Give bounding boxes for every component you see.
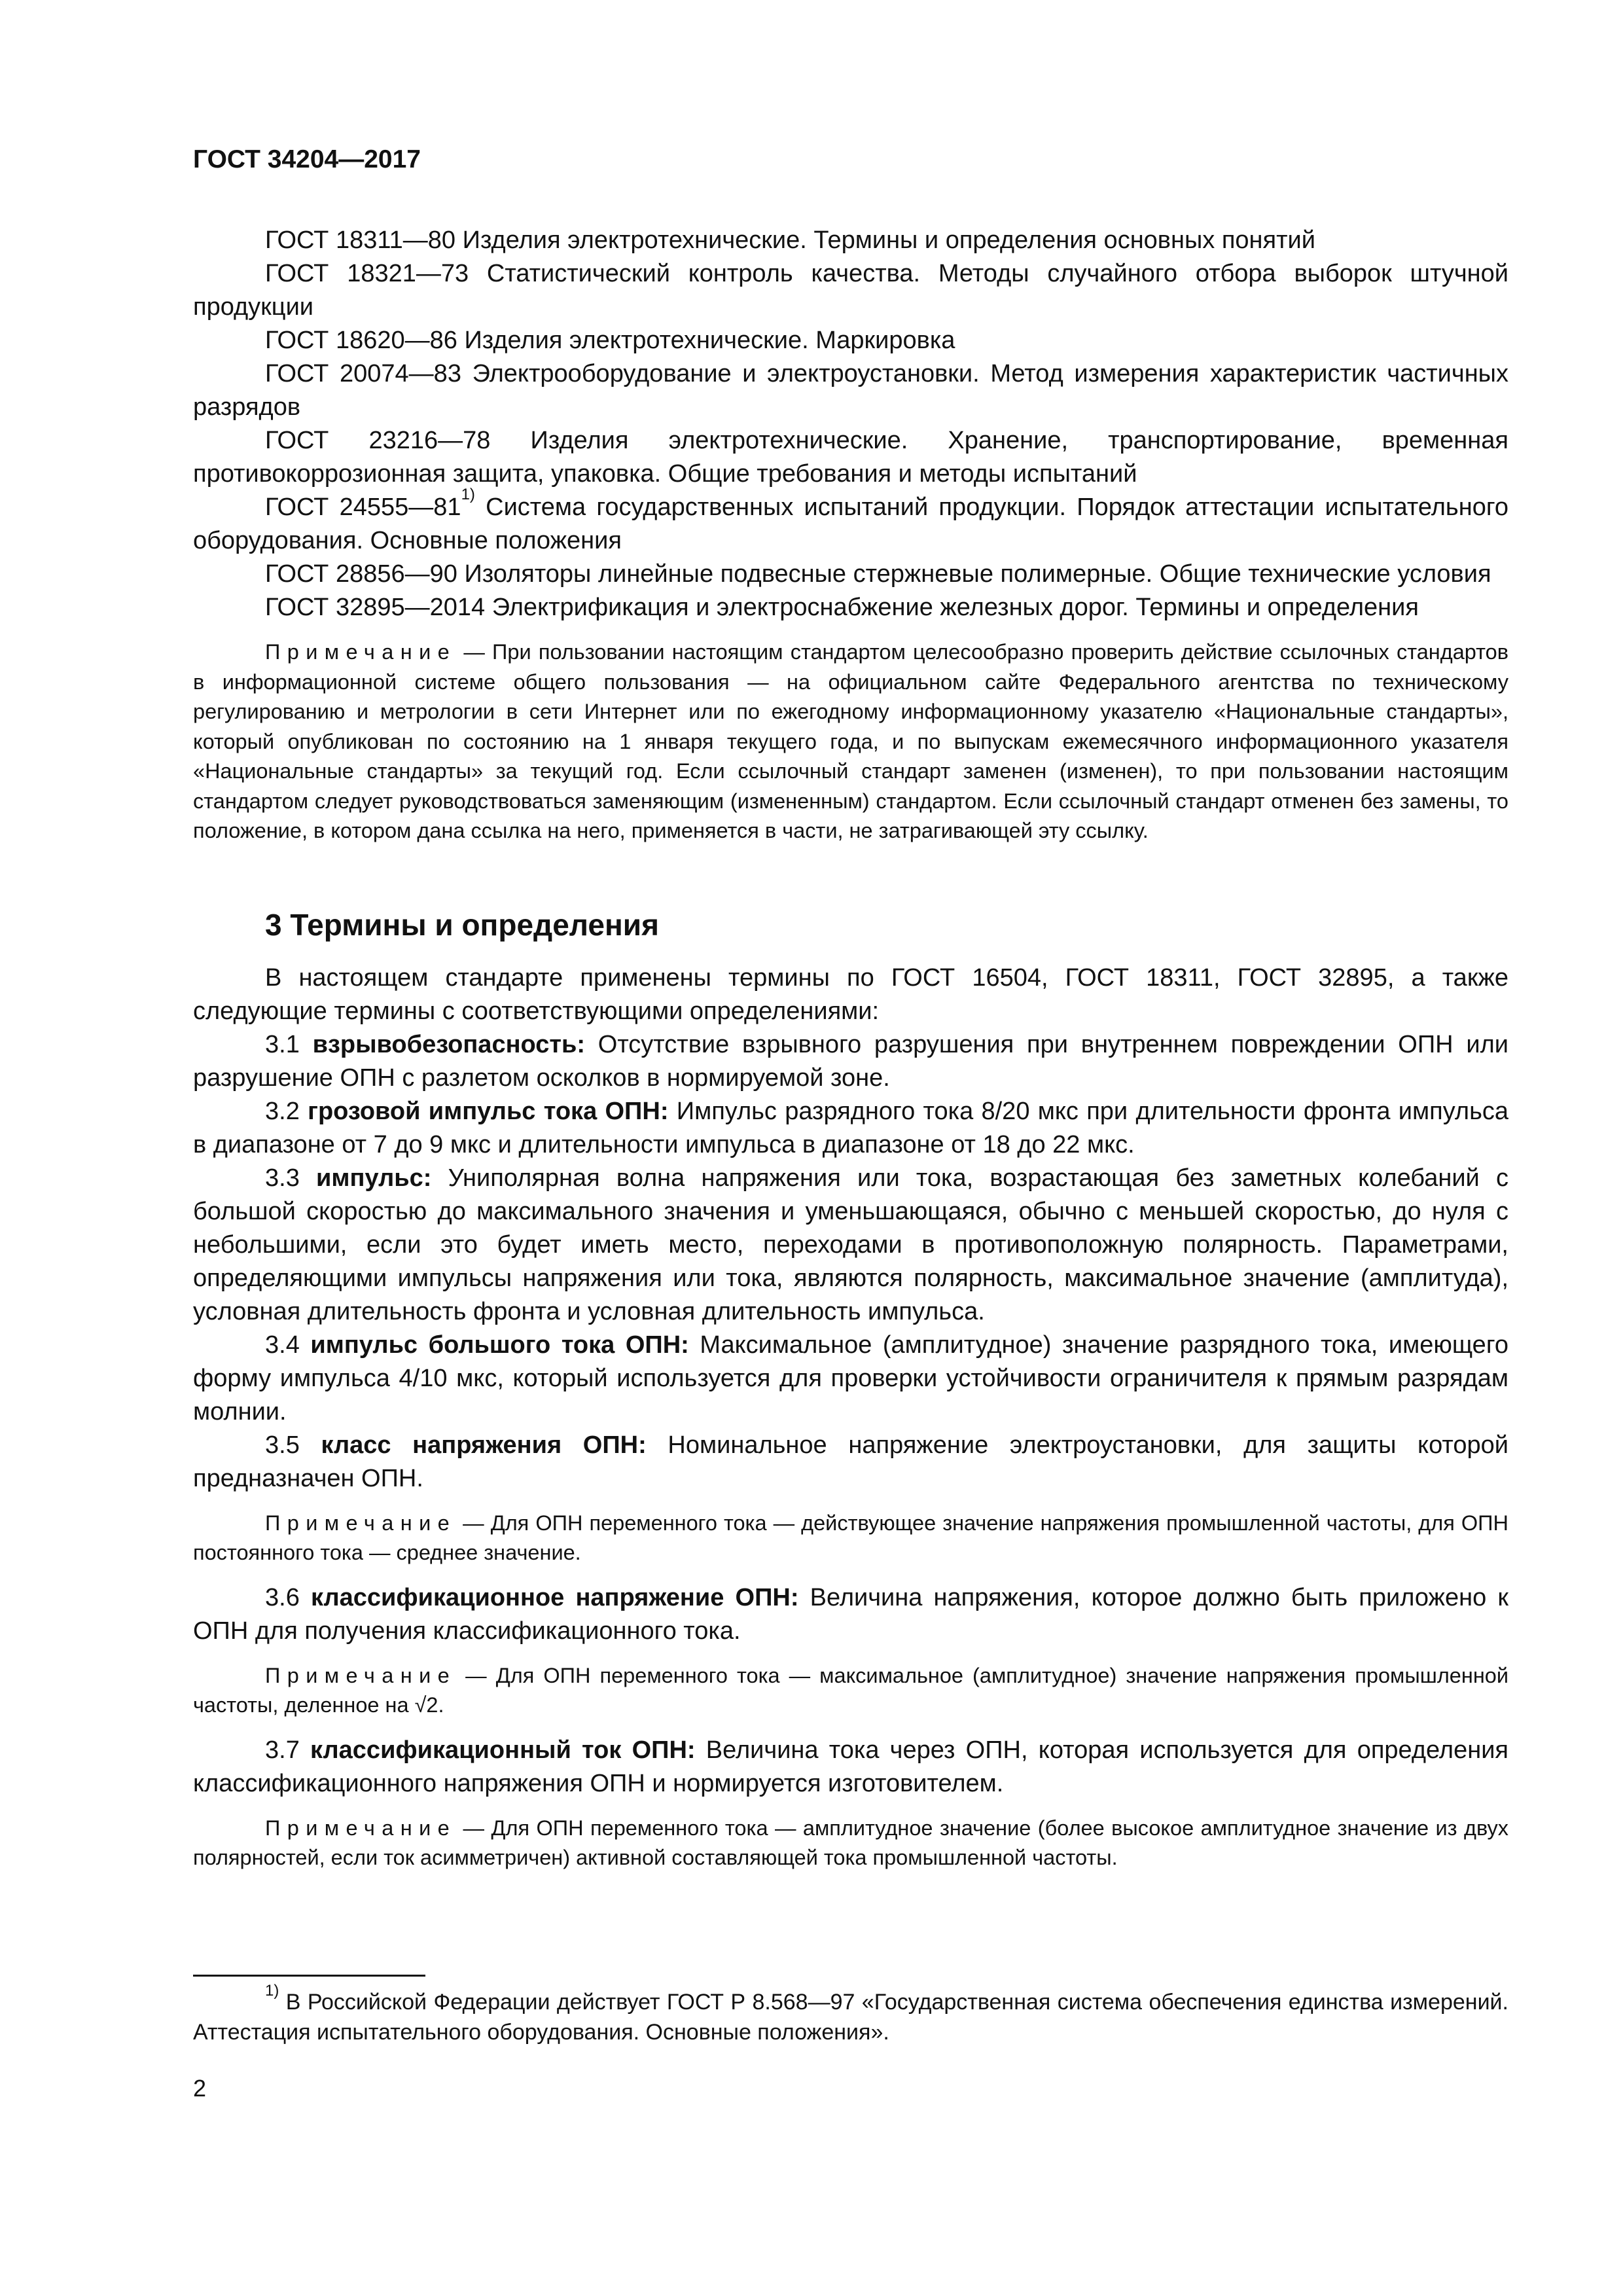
section-title: 3 Термины и определения <box>265 907 659 942</box>
reference-item: ГОСТ 28856—90 Изоляторы линейные подвесные стержневые полимерные. Общие технические условия <box>265 560 1491 588</box>
term-name: грозовой импульс тока ОПН: <box>308 1097 669 1125</box>
term-name: импульс: <box>316 1164 432 1192</box>
note-text: — Для ОПН переменного тока — действующее значение напряжения промышленной частоты, для ОПН постоянного тока — среднее значение. <box>193 1511 1508 1564</box>
note-label: Примечание <box>265 1511 457 1535</box>
term-number: 3.6 <box>265 1583 311 1611</box>
footnote-marker: 1) <box>265 1982 279 2000</box>
reference-item <box>193 486 1508 558</box>
normative-references <box>193 224 1508 1873</box>
term-number: 3.5 <box>265 1431 321 1459</box>
term-text: Униполярная волна напряжения или тока, возрастающая без заметных колебаний с большой скоростью до максимального значения и уменьшающаяся, обычно с меньшей скоростью, до нуля с небольшими, если это будет иметь место, переходами в противоположную полярность. Параметрами, определяющими импульсы напряжения или тока, являются полярность, максимальное значение (амплитуда), условная длительность фронта и условная длительность импульса. <box>193 1164 1508 1325</box>
term-definition <box>193 1095 1508 1162</box>
note-text: — При пользовании настоящим стандартом целесообразно проверить действие ссылочных стандартов в информационной системе общего пользования — на официальном сайте Федерального агентства по техническому регулированию и метрологии в сети Интернет или по ежегодному информационному указателю «Национальные стандарты», который опубликован по состоянию на 1 января текущего года, и по выпускам ежемесячного информационного указателя «Национальные стандарты» за текущий год. Если ссылочный стандарт заменен (изменен), то при пользовании настоящим стандартом следует руководствоваться заменяющим (измененным) стандартом. Если ссылочный стандарт отменен без замены, то положение, в котором дана ссылка на него, применяется в части, не затрагивающей эту ссылку. <box>193 640 1508 842</box>
term-text: Величина напряжения, которое должно быть приложено к ОПН для получения классификационного тока. <box>193 1583 1508 1645</box>
footnote <box>193 1982 1508 2047</box>
term-definition <box>193 1329 1508 1429</box>
reference-item: ГОСТ 23216—78 Изделия электротехнические. Хранение, транспортирование, временная противокоррозионная защита, упаковка. Общие требования и методы испытаний <box>193 427 1508 488</box>
footnote-separator <box>193 1975 425 1977</box>
term-definition <box>193 1734 1508 1801</box>
term-name: классификационный ток ОПН: <box>310 1736 696 1764</box>
term-note <box>193 1661 1508 1721</box>
term-number: 3.7 <box>265 1736 311 1764</box>
reference-item: ГОСТ 18311—80 Изделия электротехнические. Термины и определения основных понятий <box>265 226 1315 254</box>
footnote-marker: 1) <box>461 486 475 503</box>
term-name: импульс большого тока ОПН: <box>310 1331 689 1359</box>
term-text: Номинальное напряжение электроустановки, для защиты которой предназначен ОПН. <box>193 1431 1509 1492</box>
term-text: Максимальное (амплитудное) значение разрядного тока, имеющего форму импульса 4/10 мкс, который используется для проверки устойчивости ограничителя к прямым разрядам молнии. <box>193 1331 1508 1426</box>
term-text: Отсутствие взрывного разрушения при внутреннем повреждении ОПН или разрушение ОПН с разлетом осколков в нормируемой зоне. <box>193 1030 1508 1092</box>
page-header-standard: ГОСТ 34204—2017 <box>193 145 421 173</box>
footnote-body: В Российской Федерации действует ГОСТ Р 8.568—97 «Государственная система обеспечения единства измерений. Аттестация испытательного оборудования. Основные положения». <box>193 1990 1508 2045</box>
term-definition <box>193 1028 1508 1095</box>
reference-item: ГОСТ 20074—83 Электрооборудование и электроустановки. Метод измерения характеристик частичных разрядов <box>193 360 1508 421</box>
references-note <box>193 637 1508 846</box>
term-text: Величина тока через ОПН, которая используется для определения классификационного напряжения ОПН и нормируется изготовителем. <box>193 1736 1508 1797</box>
note-label: Примечание <box>265 1663 457 1687</box>
reference-item: ГОСТ 32895—2014 Электрификация и электроснабжение железных дорог. Термины и определения <box>265 594 1419 621</box>
term-number: 3.2 <box>265 1097 308 1125</box>
term-definition <box>193 1429 1508 1496</box>
page-number: 2 <box>193 2075 207 2102</box>
reference-item: ГОСТ 18321—73 Статистический контроль качества. Методы случайного отбора выборок штучной продукции <box>193 260 1508 321</box>
term-text: Импульс разрядного тока 8/20 мкс при длительности фронта импульса в диапазоне от 7 до 9 мкс и длительности импульса в диапазоне от 18 до 22 мкс. <box>193 1097 1508 1158</box>
term-note <box>193 1509 1508 1568</box>
term-number: 3.1 <box>265 1030 313 1058</box>
note-label: Примечание <box>265 640 457 664</box>
term-name: класс напряжения ОПН: <box>321 1431 647 1459</box>
term-number: 3.4 <box>265 1331 311 1359</box>
note-text: — Для ОПН переменного тока — максимальное (амплитудное) значение напряжения промышленной частоты, деленное на √2. <box>193 1663 1508 1717</box>
footnote-text <box>193 1982 1508 2047</box>
term-name: взрывобезопасность: <box>312 1030 585 1058</box>
reference-item: ГОСТ 18620—86 Изделия электротехнические. Маркировка <box>265 327 955 354</box>
term-note <box>193 1814 1508 1873</box>
reference-code: ГОСТ 24555—81 <box>265 493 461 521</box>
term-number: 3.3 <box>265 1164 317 1192</box>
reference-title: Система государственных испытаний продукции. Порядок аттестации испытательного оборудования. Основные положения <box>193 493 1508 554</box>
note-text: — Для ОПН переменного тока — амплитудное значение (более высокое амплитудное значение из двух полярностей, если ток асимметричен) активной составляющей тока промышленной частоты. <box>193 1816 1508 1869</box>
term-definition <box>193 1162 1508 1329</box>
term-definition <box>193 1581 1508 1648</box>
note-label: Примечание <box>265 1816 457 1840</box>
term-name: классификационное напряжение ОПН: <box>310 1583 799 1611</box>
section-intro: В настоящем стандарте применены термины по ГОСТ 16504, ГОСТ 18311, ГОСТ 32895, а также следующие термины с соответствующими определениями: <box>193 963 1508 1025</box>
